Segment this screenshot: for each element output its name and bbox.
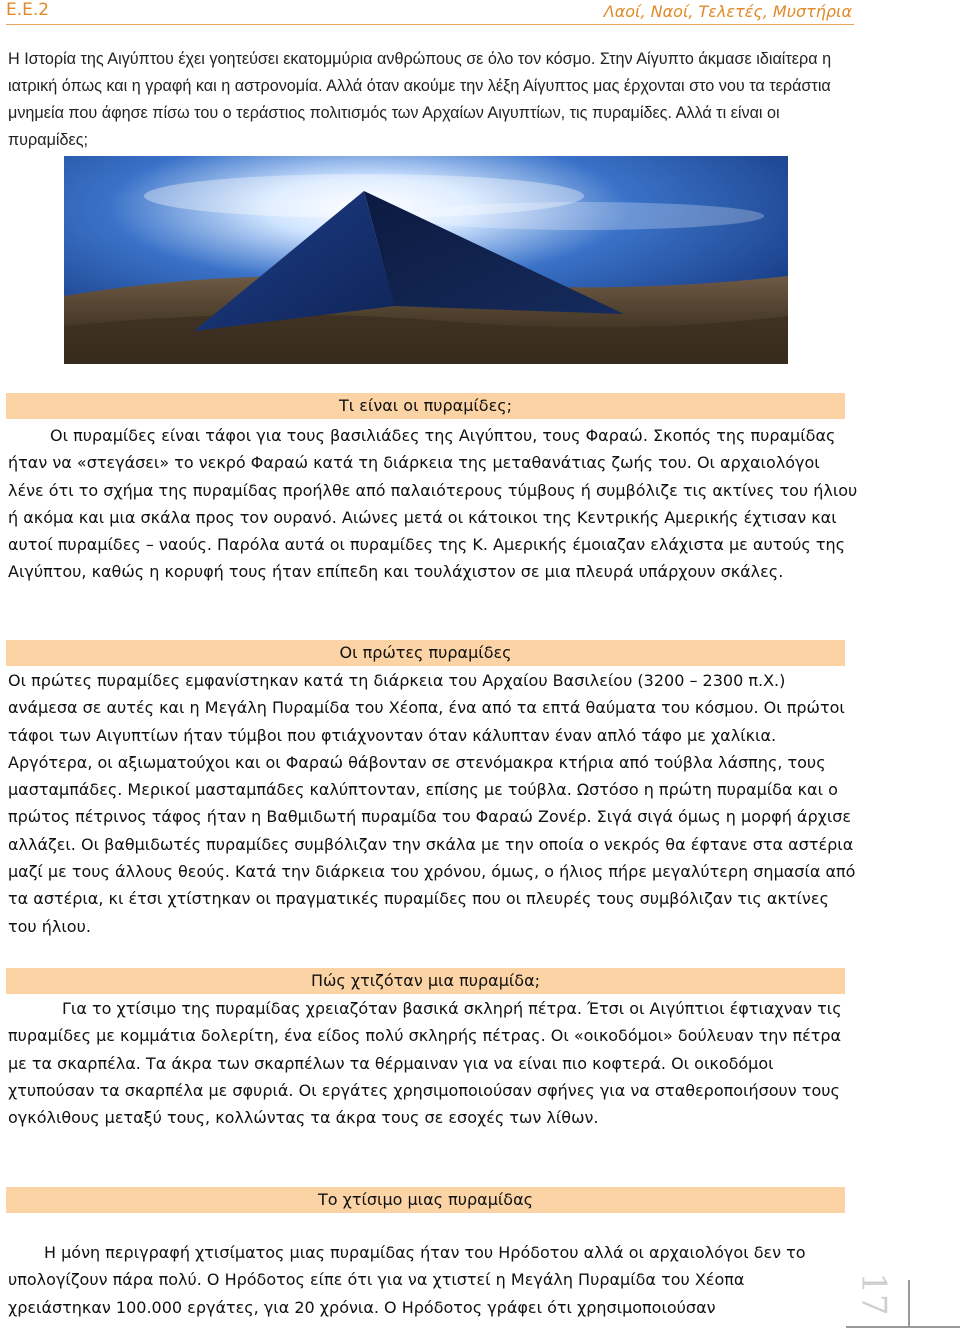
page-footer-line	[846, 1326, 960, 1336]
header-chapter-title: Λαοί, Ναοί, Τελετές, Μυστήρια	[603, 2, 852, 21]
section-title: Το χτίσιμο μιας πυραμίδας	[6, 1187, 845, 1213]
section-text: Για το χτίσιμο της πυραμίδας χρειαζόταν βασικά σκληρή πέτρα. Έτσι οι Αιγύπτιοι έφτιαχναν τις πυραμίδες με κομμάτια δολερίτη, ένα είδος πολύ σκληρής πέτρας. Οι «οικοδόμοι» δούλευαν την πέτρα με τα σκαρπέλα. Τα άκρα των σκαρπέλων τα θέρμαιναν για να είναι πιο κοφτερά. Οι οικοδόμοι χτυπούσαν τα σκαρπέλα με σφυριά. Οι εργάτες χρησιμοποιούσαν σφήνες για να σταθεροποιήσουν τους ογκόλιθους μεταξύ τους, κολλώντας τα άκρα τους σε εσοχές των λίθων.	[8, 999, 842, 1128]
section-title: Πώς χτιζόταν μια πυραμίδα;	[6, 968, 845, 994]
section-text: Οι πρώτες πυραμίδες εμφανίστηκαν κατά τη διάρκεια του Αρχαίου Βασιλείου (3200 – 2300 π.Χ.) ανάμεσα σε αυτές και η Μεγάλη Πυραμίδα του Χέοπα, ένα από τα επτά θαύματα του κόσμου. Οι πρώτοι τάφοι των Αιγυπτίων ήταν τύμβοι που φτιάχνονταν όταν κάλυπταν έναν απλό τάφο με χαλίκια. Αργότερα, οι αξιωματούχοι και οι Φαραώ θάβονταν σε στενόμακρα κτήρια από τούβλα λάσπης, τους μασταμπάδες. Μερικοί μασταμπάδες καλύπτονταν, επίσης με τούβλα. Ωστόσο η πρώτη πυραμίδα και ο πρώτος πέτρινος τάφος ήταν η Βαθμιδωτή πυραμίδα του Φαραώ Ζονέρ. Σιγά σιγά όμως η μορφή άρχισε αλλάζει. Οι βαθμιδωτές πυραμίδες συμβόλιζαν την σκάλα με την οποία ο νεκρός θα έφτανε στα αστέρια μαζί με τους άλλους θεούς. Κατά την διάρκεια του χρόνου, όμως, ο ήλιος πήρε μεγαλύτερη σημασία από τα αστέρια, κι έτσι χτίστηκαν οι πραγματικές πυραμίδες που οι πλευρές τους συμβόλιζαν τις ακτίνες του ήλιου.	[8, 671, 856, 936]
header-section-code: Ε.Ε.2	[6, 0, 50, 20]
pyramid-image	[64, 156, 788, 364]
page-number-border	[908, 1280, 910, 1328]
section-text: Οι πυραμίδες είναι τάφοι για τους βασιλιάδες της Αιγύπτου, τους Φαραώ. Σκοπός της πυραμίδας ήταν να «στεγάσει» το νεκρό Φαραώ κατά τη διάρκεια της μεταθανάτιας ζωής του. Οι αρχαιολόγοι λένε ότι το σχήμα της πυραμίδας προήλθε από παλαιότερους τύμβους ή συμβόλιζε τις ακτίνες του ήλιου ή ακόμα και μια σκάλα προς τον ουρανό. Αιώνες μετά οι κάτοικοι της Κεντρικής Αμερικής έχτισαν και αυτοί πυραμίδες – ναούς. Παρόλα αυτά οι πυραμίδες της Κ. Αμερικής έμοιαζαν ελάχιστα με αυτούς της Αιγύπτου, καθώς η κορυφή τους ήταν επίπεδη και τουλάχιστον σε μια πλευρά υπάρχουν σκάλες.	[8, 426, 858, 582]
intro-paragraph: Η Ιστορία της Αιγύπτου έχει γοητεύσει εκατομμύρια ανθρώπους σε όλο τον κόσμο. Στην Αίγυπτο άκμασε ιδιαίτερα η ιατρική όπως και η γραφή και η αστρονομία. Αλλά όταν ακούμε την λέξη Αίγυπτος μας έρχονται στο νου τα τεράστια μνημεία που άφησε πίσω του ο τεράστιος πολιτισμός των Αρχαίων Αιγυπτίων, τις πυραμίδες. Αλλά τι είναι οι πυραμίδες;	[8, 50, 832, 149]
section-text: Η μόνη περιγραφή χτισίματος μιας πυραμίδας ήταν του Ηρόδοτου αλλά οι αρχαιολόγοι δεν το υπολογίζουν πάρα πολύ. Ο Ηρόδοτος είπε ότι για να χτιστεί η Μεγάλη Πυραμίδα του Χέοπα χρειάστηκαν 100.000 εργάτες, για 20 χρόνια. Ο Ηρόδοτος γράφει ότι χρησιμοποιούσαν	[8, 1243, 806, 1317]
section-title: Οι πρώτες πυραμίδες	[6, 640, 845, 666]
page-number	[850, 1264, 894, 1320]
section-title: Τι είναι οι πυραμίδες;	[6, 393, 845, 419]
page-number-text: 17	[853, 1272, 894, 1316]
header-divider	[6, 24, 854, 25]
